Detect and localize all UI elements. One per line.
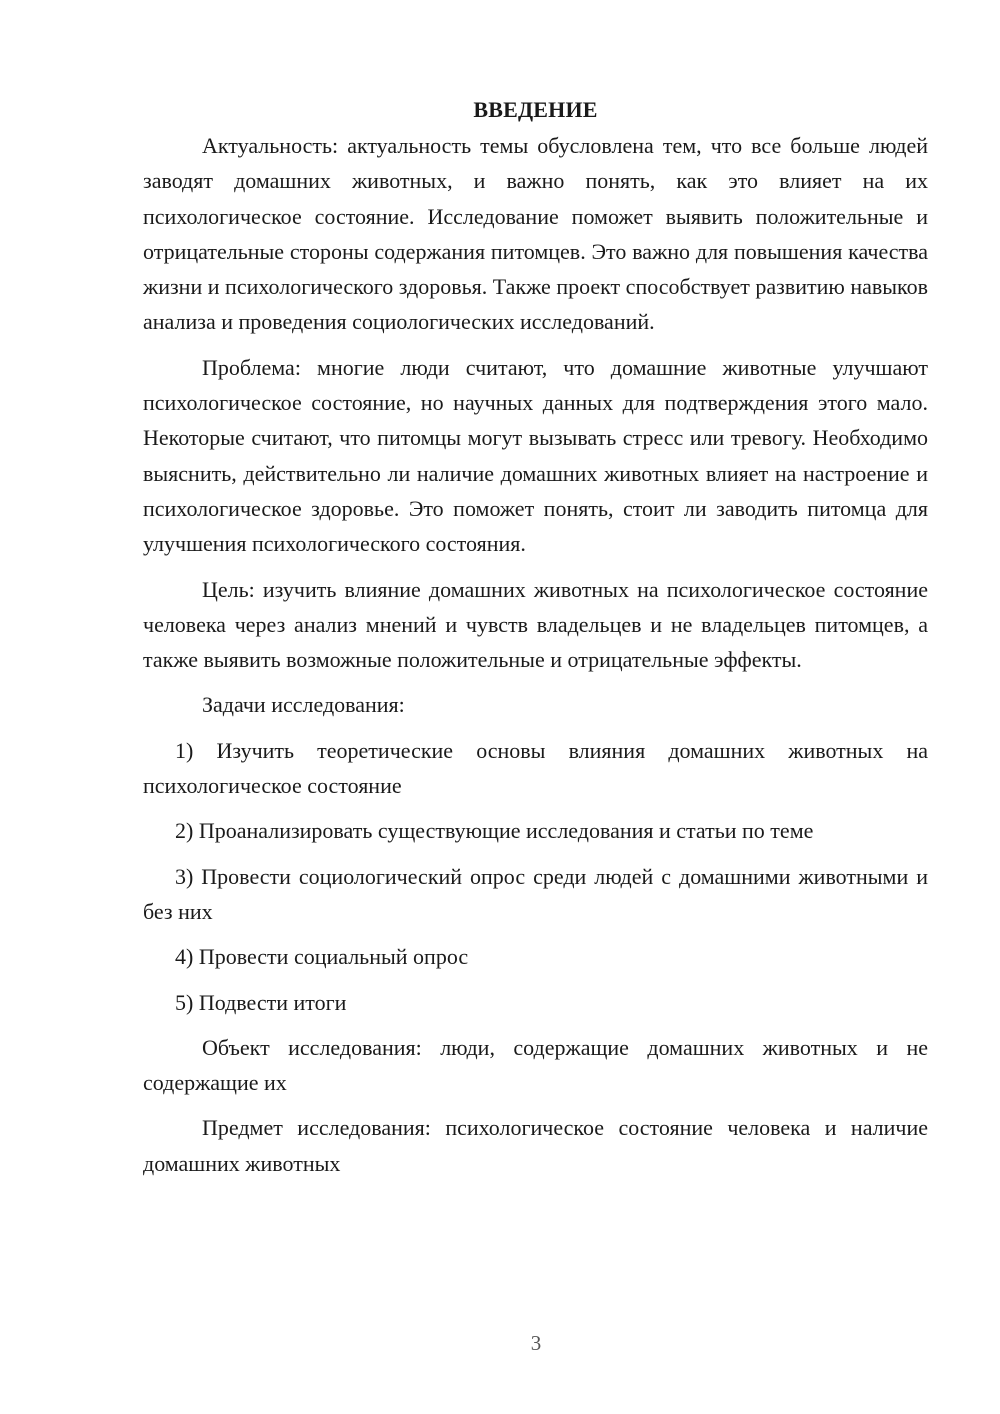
goal-paragraph: Цель: изучить влияние домашних животных на психологическое состояние человека через анализ мнений и чувств владельцев и не владельцев питомцев, а также выявить возможные положительные и отрицательные эффекты. (143, 576, 928, 673)
task-item-5: 5) Подвести итоги (175, 989, 347, 1015)
task-item-4: 4) Провести социальный опрос (175, 944, 469, 970)
problem-paragraph: Проблема: многие люди считают, что домашние животные улучшают психологическое состояние, но научных данных для подтверждения этого мало. Некоторые считают, что питомцы могут вызывать стресс или тревогу. Необходимо выяснить, действительно ли наличие домашних животных влияет на настроение и психологическое здоровье. Это поможет понять, стоит ли заводить питомца для улучшения психологического состояния. (143, 354, 928, 557)
relevance-paragraph: Актуальность: актуальность темы обусловлена тем, что все больше людей заводят домашних животных, и важно понять, как это влияет на их психологическое состояние. Исследование поможет выявить положительные и отрицательные стороны содержания питомцев. Это важно для повышения качества жизни и психологического здоровья. Также проект способствует развитию навыков анализа и проведения социологических исследований. (143, 133, 928, 335)
document-page (143, 92, 928, 1181)
research-object-paragraph: Объект исследования: люди, содержащие домашних животных и не содержащие их (143, 1034, 928, 1096)
tasks-heading: Задачи исследования: (202, 692, 405, 718)
research-subject-paragraph: Предмет исследования: психологическое состояние человека и наличие домашних животных (143, 1115, 928, 1176)
section-heading: ВВЕДЕНИЕ (473, 97, 598, 122)
page-number: 3 (530, 1331, 542, 1355)
task-item-3: 3) Провести социологический опрос среди людей с домашними животными и без них (143, 863, 928, 924)
task-item-2: 2) Проанализировать существующие исследования и статьи по теме (175, 818, 814, 844)
task-item-1: 1) Изучить теоретические основы влияния домашних животных на психологическое состояние (143, 737, 928, 799)
